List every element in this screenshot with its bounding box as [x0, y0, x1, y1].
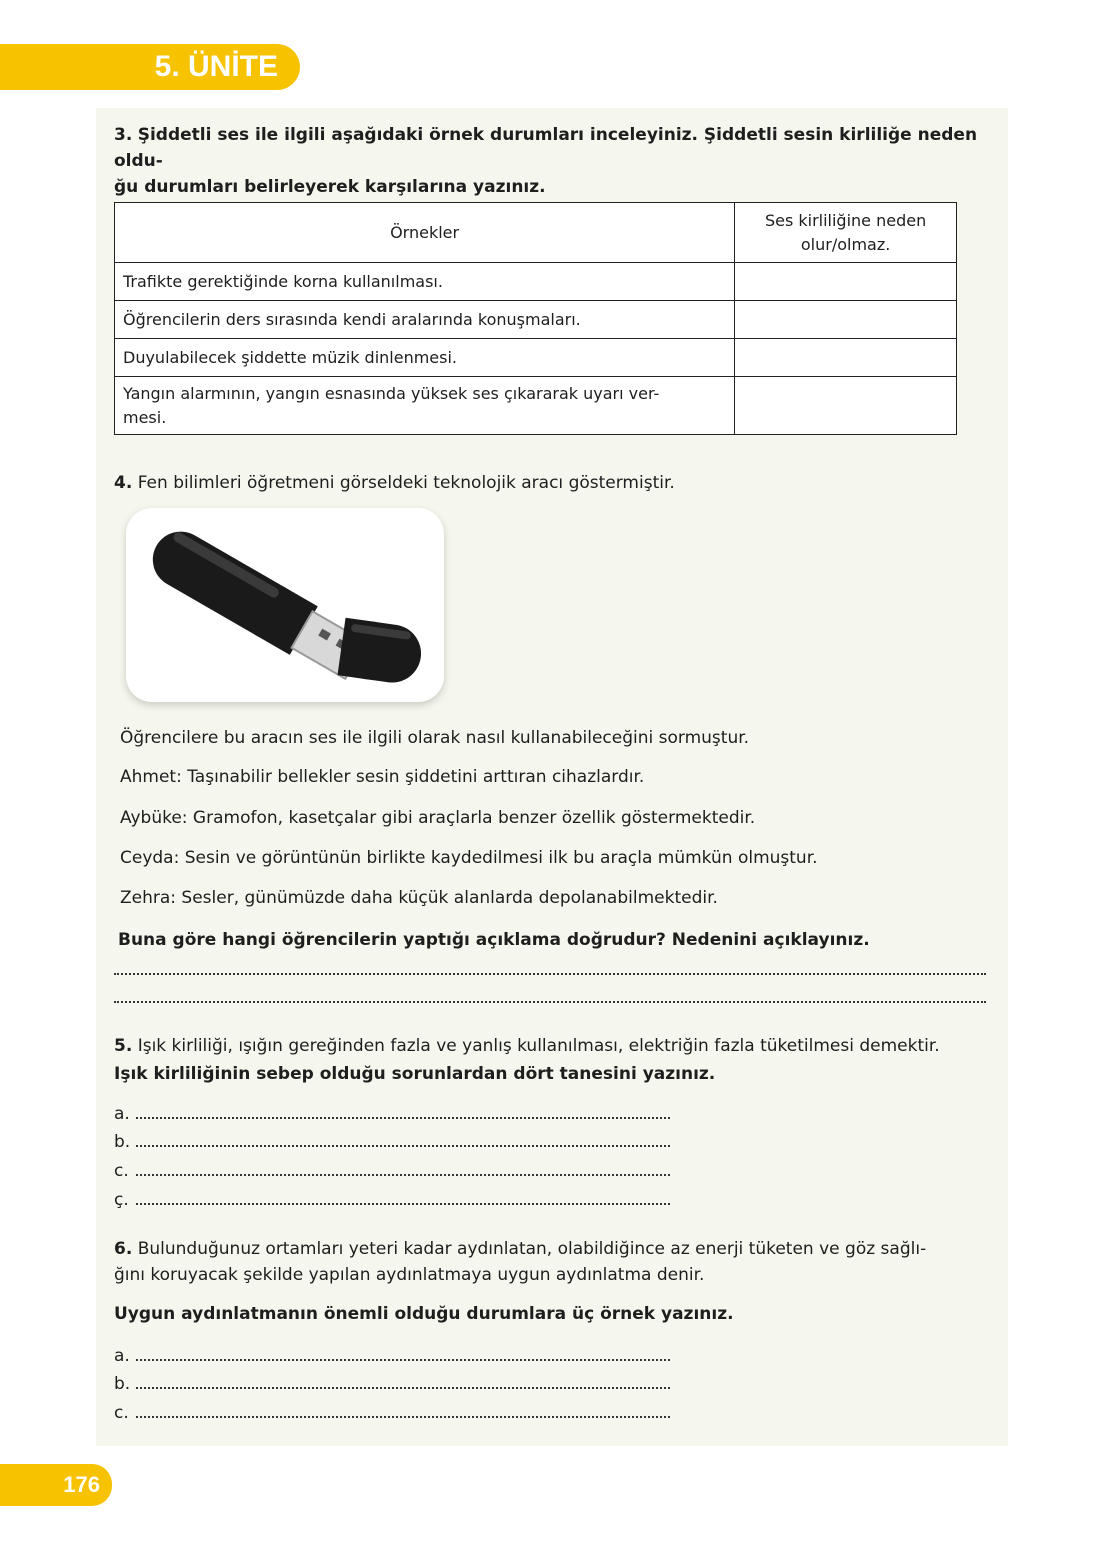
q4-number: 4.	[114, 473, 133, 493]
q3-prompt	[114, 122, 994, 200]
answer-label: a.	[114, 1346, 130, 1366]
answer-row	[114, 1190, 670, 1212]
table-cell-answer[interactable]	[735, 301, 957, 339]
answer-row	[114, 1346, 670, 1368]
q5-question: Işık kirliliğinin sebep olduğu sorunlardan dört tanesini yazınız.	[114, 1064, 716, 1084]
table-row	[115, 339, 957, 377]
usb-image	[126, 508, 444, 702]
table-cell-example: Trafikte gerektiğinde korna kullanılması.	[115, 263, 735, 301]
q3-text-line1: Şiddetli ses ile ilgili aşağıdaki örnek durumları inceleyiniz. Şiddetli sesin kirliliğe neden oldu-	[114, 125, 978, 171]
table-cell-answer[interactable]	[735, 339, 957, 377]
answer-label: a.	[114, 1104, 130, 1124]
q4-prompt	[114, 470, 675, 496]
answer-label: c.	[114, 1403, 129, 1423]
q5-number: 5.	[114, 1036, 133, 1056]
answer-label: b.	[114, 1374, 131, 1394]
page-number: 176	[0, 1464, 112, 1506]
q4-question: Buna göre hangi öğrencilerin yaptığı açıklama doğrudur? Nedenini açıklayınız.	[118, 930, 870, 950]
answer-line[interactable]	[114, 1001, 986, 1003]
q5-text: Işık kirliliği, ışığın gereğinden fazla ve yanlış kullanılması, elektriğin fazla tüketilmesi demektir.	[137, 1036, 940, 1056]
table-cell-example: Duyulabilecek şiddette müzik dinlenmesi.	[115, 339, 735, 377]
table-row	[115, 263, 957, 301]
q4-line: Zehra: Sesler, günümüzde daha küçük alanlarda depolanabilmektedir.	[120, 888, 718, 908]
q4-line: Ceyda: Sesin ve görüntünün birlikte kaydedilmesi ilk bu araçla mümkün olmuştur.	[120, 848, 818, 868]
answer-line[interactable]	[136, 1375, 670, 1389]
answer-line[interactable]	[136, 1404, 670, 1418]
q6-text-line2: ğını koruyacak şekilde yapılan aydınlatmaya uygun aydınlatma denir.	[114, 1265, 705, 1285]
answer-row	[114, 1374, 670, 1396]
answer-line[interactable]	[136, 1133, 670, 1147]
table-header-result-line1: Ses kirliliğine neden	[764, 210, 927, 230]
usb-drive-icon	[126, 508, 444, 702]
answer-label: b.	[114, 1132, 131, 1152]
answer-line[interactable]	[136, 1105, 670, 1119]
q3-text-line2: ğu durumları belirleyerek karşılarına yazınız.	[114, 177, 546, 197]
table-row	[115, 301, 957, 339]
q6-text-line1: Bulunduğunuz ortamları yeteri kadar aydınlatan, olabildiğince az enerji tüketen ve göz sağlı-	[137, 1239, 927, 1259]
answer-row	[114, 1161, 670, 1183]
table-cell-example	[115, 377, 735, 435]
q4-line: Ahmet: Taşınabilir bellekler sesin şiddetini arttıran cihazlardır.	[120, 767, 645, 787]
answer-row	[114, 1132, 670, 1154]
answer-line[interactable]	[114, 973, 986, 975]
table-cell-example: Öğrencilerin ders sırasında kendi aralarında konuşmaları.	[115, 301, 735, 339]
table-cell-answer[interactable]	[735, 263, 957, 301]
q6-question: Uygun aydınlatmanın önemli olduğu durumlara üç örnek yazınız.	[114, 1304, 734, 1324]
table-cell-example-line2: mesi.	[123, 407, 167, 427]
table-cell-example-line1: Yangın alarmının, yangın esnasında yüksek ses çıkararak uyarı ver-	[123, 383, 660, 403]
answer-line[interactable]	[136, 1347, 670, 1361]
table-header-examples: Örnekler	[115, 203, 735, 263]
q6-prompt	[114, 1236, 994, 1288]
q5-prompt	[114, 1033, 994, 1059]
q4-line: Aybüke: Gramofon, kasetçalar gibi araçlarla benzer özellik göstermektedir.	[120, 808, 756, 828]
answer-label: ç.	[114, 1190, 129, 1210]
q3-table	[114, 202, 957, 435]
q6-number: 6.	[114, 1239, 133, 1259]
table-header-result-line2: olur/olmaz.	[800, 234, 891, 254]
unit-label: 5. ÜNİTE	[0, 44, 300, 90]
q4-line: Öğrencilere bu aracın ses ile ilgili olarak nasıl kullanabileceğini sormuştur.	[120, 728, 750, 748]
table-row	[115, 377, 957, 435]
table-header-result	[735, 203, 957, 263]
answer-line[interactable]	[136, 1162, 670, 1176]
answer-row	[114, 1403, 670, 1425]
table-cell-answer[interactable]	[735, 377, 957, 435]
q4-text: Fen bilimleri öğretmeni görseldeki teknolojik aracı göstermiştir.	[137, 473, 675, 493]
answer-label: c.	[114, 1161, 129, 1181]
answer-row	[114, 1104, 670, 1126]
q3-number: 3.	[114, 125, 133, 145]
answer-line[interactable]	[136, 1191, 670, 1205]
